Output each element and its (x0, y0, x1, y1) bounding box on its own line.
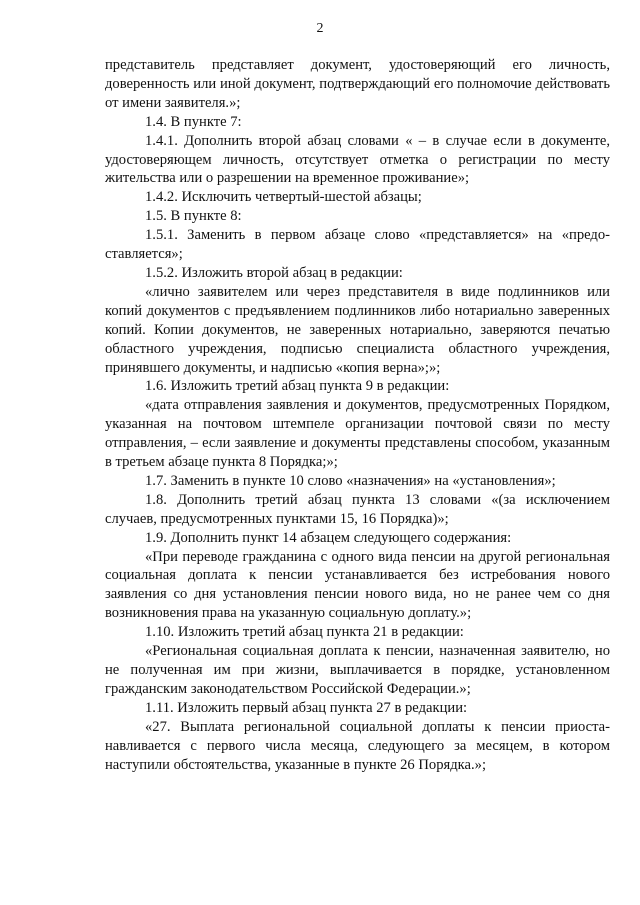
page-number: 2 (316, 21, 324, 36)
paragraph: «лично заявителем или через представителя в виде подлинников или копий документов с предъявлением подлинников либо нотариально заверенных копий. Копии документов, не заверенных нотариально, заверяются печатью областного учреждения, подписью специалиста областного учреждения, принявшего документы, и надписью «копия верна»;»; (105, 283, 610, 376)
paragraph: 1.11. Изложить первый абзац пункта 27 в редакции: (145, 699, 468, 716)
paragraph: «дата отправления заявления и документов, предусмотренных Порядком, указанная на почтовом штемпеле организации почтовой связи по месту отправления, – если заявление и документы представлены способом, указанным в третьем абзаце пункта 8 Порядка;»; (105, 397, 610, 471)
paragraph: представитель представляет документ, удостоверяющий его личность, доверенность или иной документ, подтверждающий его полномочие действовать от имени заявителя.»; (105, 57, 610, 111)
paragraph: 1.7. Заменить в пункте 10 слово «назначения» на «установления»; (145, 472, 556, 489)
paragraph: «Региональная социальная доплата к пенсии, назначенная заявителю, но не полученная им при жизни, выплачивается в порядке, установленном гражданским законодательством Российской Федерации.»; (105, 643, 610, 697)
paragraph: «При переводе гражданина с одного вида пенсии на другой региональная социальная доплата к пенсии устанавливается без истребования нового заявления со дня установления пенсии нового вида, но не ранее чем со дня возникновения права на указанную социальную доплату.»; (105, 548, 610, 622)
paragraph: 1.4.2. Исключить четвертый-шестой абзацы; (145, 189, 422, 206)
paragraph: «27. Выплата региональной социальной доплаты к пенсии приоста-навливается с первого числа месяца, следующего за месяцем, в котором наступили обстоятельства, указанные в пункте 26 Порядка.»; (105, 718, 610, 773)
paragraph: 1.5.1. Заменить в первом абзаце слово «представляется» на «предо-ставляется»; (105, 227, 610, 263)
document-body (105, 56, 610, 774)
paragraph: 1.4.1. Дополнить второй абзац словами « – в случае если в документе, удостоверяющем личность, отсутствует отметка о регистрации по месту жительства или о разрешении на временное проживание»; (105, 132, 610, 187)
paragraph: 1.5. В пункте 8: (145, 208, 242, 225)
paragraph: 1.8. Дополнить третий абзац пункта 13 словами «(за исключением случаев, предусмотренных пунктами 15, 16 Порядка)»; (105, 491, 610, 527)
paragraph: 1.5.2. Изложить второй абзац в редакции: (145, 264, 403, 281)
paragraph: 1.9. Дополнить пункт 14 абзацем следующего содержания: (145, 529, 512, 546)
paragraph: 1.6. Изложить третий абзац пункта 9 в редакции: (145, 378, 450, 395)
paragraph: 1.4. В пункте 7: (145, 113, 242, 130)
paragraph: 1.10. Изложить третий абзац пункта 21 в редакции: (145, 624, 464, 641)
